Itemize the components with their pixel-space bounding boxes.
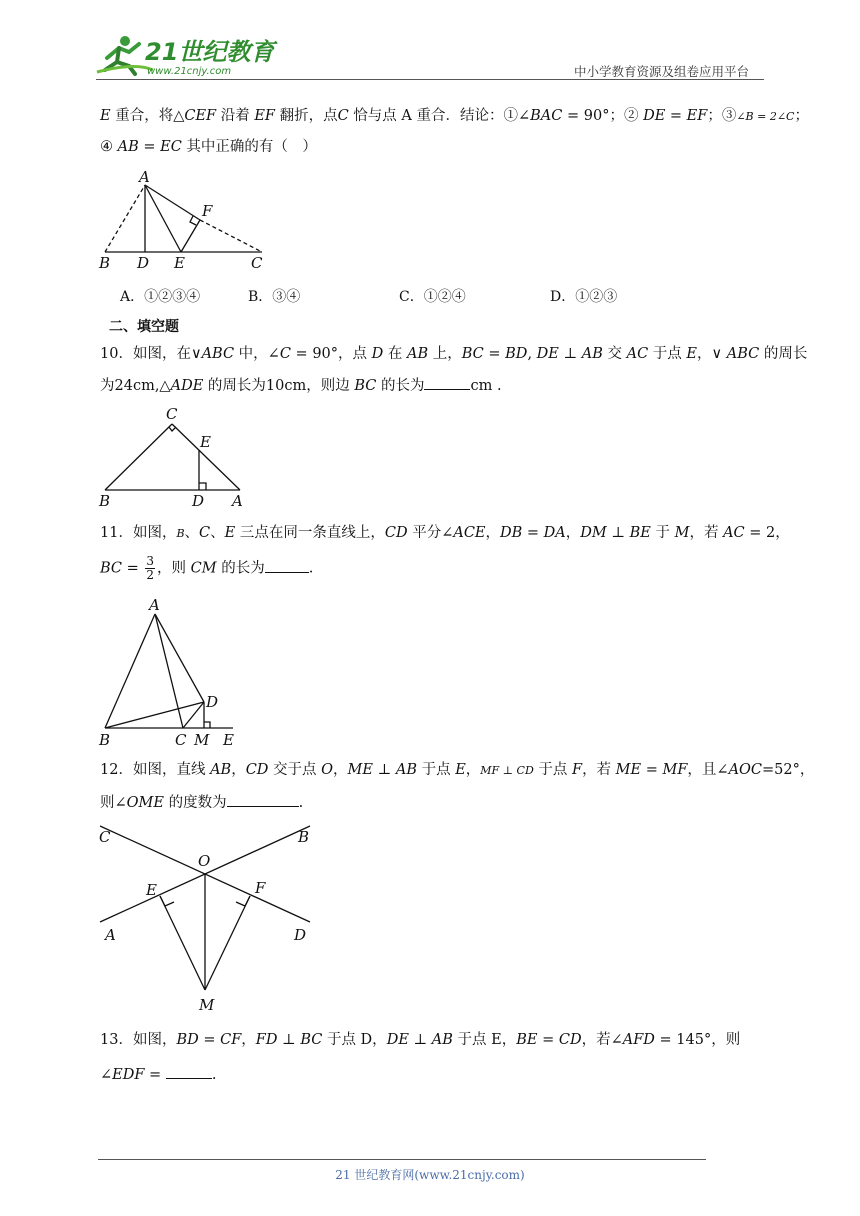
q12-label-D: D	[294, 926, 307, 944]
q12-label-E: E	[146, 881, 157, 899]
q9-figure	[96, 166, 276, 272]
footer-divider	[98, 1159, 706, 1160]
q10-label-A: A	[232, 492, 243, 510]
q12-label-C: C	[99, 828, 111, 846]
q9-line-2: ④ AB = EC 其中正确的有（ ）	[100, 139, 317, 155]
q12-label-M: M	[199, 996, 215, 1014]
q9-label-A: A	[139, 168, 150, 186]
q12-label-O: O	[198, 852, 211, 870]
q10-label-C: C	[166, 405, 178, 423]
footer-text[interactable]: 21 世纪教育网(www.21cnjy.com)	[335, 1168, 525, 1182]
q9-option-c[interactable]: C．①②④	[399, 289, 466, 305]
q11-label-B: B	[99, 731, 111, 749]
q9-label-F: F	[202, 202, 213, 220]
q13-line-2: ∠EDF = .	[100, 1064, 216, 1085]
fraction-3-2: $\frac{3}{2}$	[146, 554, 155, 582]
q12-label-A: A	[105, 926, 116, 944]
q10-answer-blank[interactable]	[424, 375, 470, 390]
q11-label-D: D	[206, 693, 219, 711]
q12-label-B: B	[298, 828, 310, 846]
q10-line-1: 10．如图，在∨ABC 中，∠C = 90°，点 D 在 AB 上，BC = BD, DE ⊥ AB 交 AC 于点 E，∨ ABC 的周长	[100, 346, 808, 362]
q11-line-1: 11．如图，B、C、E 三点在同一条直线上，CD 平分∠ACE，DB = DA，DM ⊥ BE 于 M，若 AC = 2，	[100, 525, 790, 541]
q10-line-2: 为24cm,△ADE 的周长为10cm，则边 BC 的长为 cm .	[100, 375, 502, 396]
q9-option-b[interactable]: B．③④	[248, 289, 301, 305]
q9-option-a[interactable]: A．①②③④	[120, 289, 201, 305]
q11-label-E: E	[223, 731, 234, 749]
section-title: 二、填空题	[109, 319, 179, 335]
q10-label-B: B	[99, 492, 111, 510]
q12-answer-blank[interactable]	[227, 792, 299, 807]
q11-answer-blank[interactable]	[265, 558, 309, 573]
q9-label-B: B	[99, 254, 111, 272]
logo-url: www.21cnjy.com	[147, 66, 232, 77]
site-logo	[95, 32, 275, 78]
q11-label-A: A	[149, 596, 160, 614]
q11-label-M: M	[194, 731, 210, 749]
q11-figure	[96, 594, 246, 752]
runner-logo-icon	[95, 32, 275, 78]
q12-line-1: 12．如图，直线 AB，CD 交于点 O，ME ⊥ AB 于点 E，MF ⊥ CD 于点 F，若 ME = MF，且∠AOC=52°，	[100, 762, 815, 778]
q10-label-D: D	[192, 492, 205, 510]
q9-label-D: D	[137, 254, 150, 272]
logo-text: 21世纪教育	[145, 38, 275, 66]
q10-figure	[96, 402, 256, 510]
q13-line-1: 13．如图，BD = CF，FD ⊥ BC 于点 D，DE ⊥ AB 于点 E，BE = CD，若∠AFD = 145°，则	[100, 1032, 741, 1048]
q12-label-F: F	[255, 879, 266, 897]
q10-label-E: E	[200, 433, 211, 451]
q12-figure	[96, 818, 326, 1016]
header-divider	[96, 79, 764, 80]
q11-line-2: BC = $\frac{3}{2}$ ，则 CM 的长为 .	[100, 554, 314, 582]
platform-name: 中小学教育资源及组卷应用平台	[574, 64, 750, 79]
q11-label-C: C	[175, 731, 187, 749]
q9-label-E: E	[174, 254, 185, 272]
q13-answer-blank[interactable]	[166, 1064, 212, 1079]
q12-line-2: 则∠OME 的度数为 .	[100, 792, 303, 813]
q9-option-d[interactable]: D．①②③	[550, 289, 618, 305]
q9-label-C: C	[251, 254, 263, 272]
q9-line-1: E 重合，将△CEF 沿着 EF 翻折，点C 恰与点 A 重合．结论：①∠BAC = 90°；② DE = EF；③∠B = 2∠C；	[100, 108, 809, 124]
